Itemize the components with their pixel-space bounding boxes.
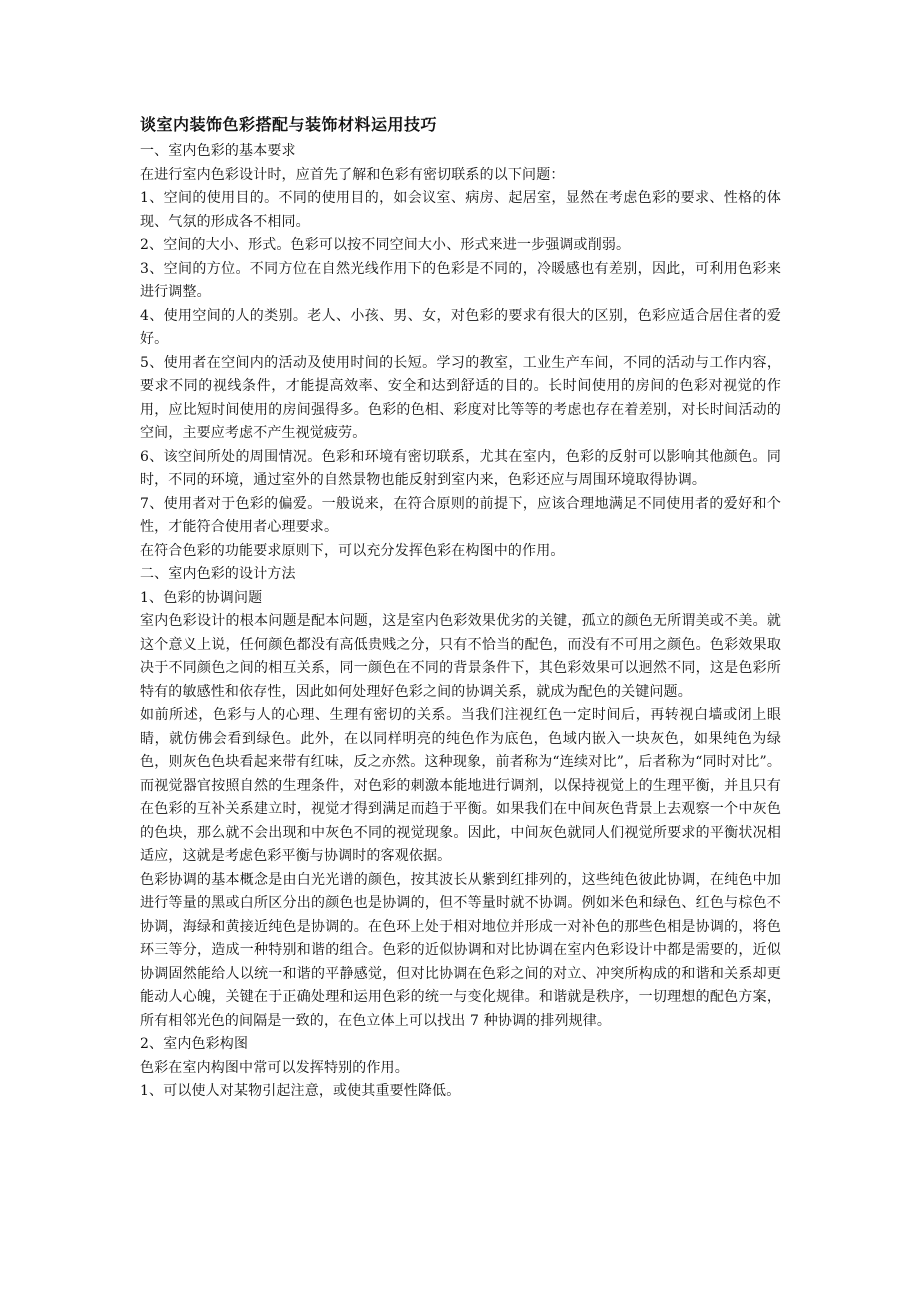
- paragraph: 在符合色彩的功能要求原则下，可以充分发挥色彩在构图中的作用。: [140, 542, 565, 559]
- list-item: 2、空间的大小、形式。色彩可以按不同空间大小、形式来进一步强调或削弱。: [140, 237, 631, 253]
- document-page: [140, 112, 781, 1104]
- list-item: 6、该空间所处的周围情况。色彩和环境有密切联系，尤其在室内，色彩的反射可以影响其他颜色。同时，不同的环境，通过室外的自然景物也能反射到室内来，色彩还应与周围环境取得协调。: [140, 448, 781, 488]
- paragraph: 色彩协调的基本概念是由白光光谱的颜色，按其波长从紫到红排列的，这些纯色彼此协调，在纯色中加进行等量的黑或白所区分出的颜色也是协调的，但不等量时就不协调。例如米色和绿色、红色与棕色不协调，海绿和黄接近纯色是协调的。在色环上处于相对地位并形成一对补色的那些色相是协调的，将色环三等分，造成一种特别和谐的组合。色彩的近似协调和对比协调在室内色彩设计中都是需要的，近似协调固然能给人以统一和谐的平静感觉，但对比协调在色彩之间的对立、冲突所构成的和谐和关系却更能动人心魄，关键在于正确处理和运用色彩的统一与变化规律。和谐就是秩序，一切理想的配色方案，所有相邻光色的间隔是一致的，在色立体上可以找出 7 种协调的排列规律。: [140, 871, 781, 1029]
- section-heading-2: 二、室内色彩的设计方法: [140, 566, 296, 582]
- list-item: 1、空间的使用目的。不同的使用目的，如会议室、病房、起居室，显然在考虑色彩的要求、性格的体现、气氛的形成各不相同。: [140, 190, 781, 230]
- paragraph: 色彩在室内构图中常可以发挥特别的作用。: [140, 1059, 409, 1076]
- section-heading-1: 一、室内色彩的基本要求: [140, 143, 296, 159]
- document-title: 谈室内装饰色彩搭配与装饰材料运用技巧: [140, 115, 438, 134]
- list-item: 4、使用空间的人的类别。老人、小孩、男、女，对色彩的要求有很大的区别，色彩应适合居住者的爱好。: [140, 307, 781, 347]
- subsection-heading: 2、室内色彩构图: [140, 1036, 249, 1052]
- list-item: 7、使用者对于色彩的偏爱。一般说来，在符合原则的前提下，应该合理地满足不同使用者的爱好和个性，才能符合使用者心理要求。: [140, 495, 781, 535]
- list-item: 1、可以使人对某物引起注意，或使其重要性降低。: [140, 1083, 461, 1099]
- paragraph: 室内色彩设计的根本问题是配本问题，这是室内色彩效果优劣的关键，孤立的颜色无所谓美或不美。就这个意义上说，任何颜色都没有高低贵贱之分，只有不恰当的配色，而没有不可用之颜色。色彩效果取决于不同颜色之间的相互关系，同一颜色在不同的背景条件下，其色彩效果可以迥然不同，这是色彩所特有的敏感性和依存性，因此如何处理好色彩之间的协调关系，就成为配色的关键问题。: [140, 613, 781, 700]
- list-item: 5、使用者在空间内的活动及使用时间的长短。学习的教室，工业生产车间，不同的活动与工作内容，要求不同的视线条件，才能提高效率、安全和达到舒适的目的。长时间使用的房间的色彩对视觉的作用，应比短时间使用的房间强得多。色彩的色相、彩度对比等等的考虑也存在着差别，对长时间活动的空间，主要应考虑不产生视觉疲劳。: [140, 354, 781, 441]
- subsection-heading: 1、色彩的协调问题: [140, 589, 263, 606]
- paragraph: 在进行室内色彩设计时，应首先了解和色彩有密切联系的以下问题：: [140, 166, 565, 183]
- paragraph: 如前所述，色彩与人的心理、生理有密切的关系。当我们注视红色一定时间后，再转视白墙或闭上眼睛，就仿佛会看到绿色。此外，在以同样明亮的纯色作为底色，色域内嵌入一块灰色，如果纯色为绿色，则灰色色块看起来带有红味，反之亦然。这种现象，前者称为“连续对比”，后者称为“同时对比”。而视觉器官按照自然的生理条件，对色彩的刺激本能地进行调剂，以保持视觉上的生理平衡，并且只有在色彩的互补关系建立时，视觉才得到满足而趋于平衡。如果我们在中间灰色背景上去观察一个中灰色的色块，那么就不会出现和中灰色不同的视觉现象。因此，中间灰色就同人们视觉所要求的平衡状况相适应，这就是考虑色彩平衡与协调时的客观依据。: [140, 707, 781, 864]
- list-item: 3、空间的方位。不同方位在自然光线作用下的色彩是不同的，冷暖感也有差别，因此，可利用色彩来进行调整。: [140, 260, 781, 300]
